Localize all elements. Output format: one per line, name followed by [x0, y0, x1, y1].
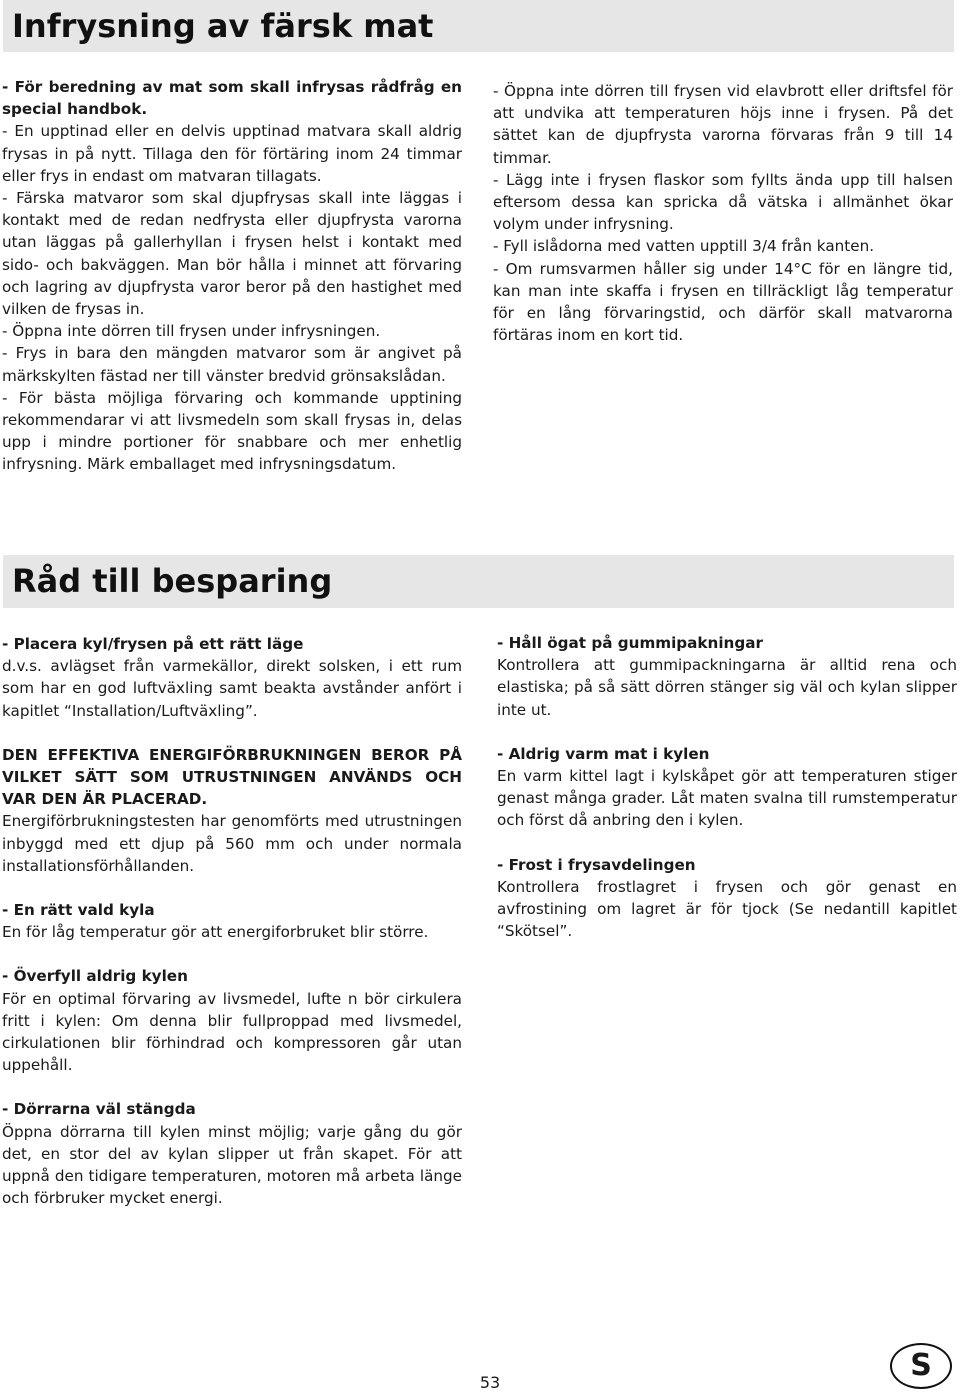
tip-heading: - Frost i frysavdelingen	[497, 855, 696, 874]
tip-heading: DEN EFFEKTIVA ENERGIFÖRBRUKNINGEN BEROR PÅ VILKET SÄTT SOM UTRUSTNINGEN ANVÄNDS OCH VAR DEN ÄR PLACERAD.	[2, 745, 462, 809]
tip-heading: - Placera kyl/frysen på ett rätt läge	[2, 635, 304, 653]
tip-body: Energiförbrukningstesten har genomförts med utrustningen inbyggd med ett djup på 560 mm och under normala installationsförhållanden.	[2, 812, 462, 875]
saving-left-column	[2, 633, 462, 1209]
tip-heading: - Dörrarna väl stängda	[2, 1100, 196, 1119]
tip-heading: - Överfyll aldrig kylen	[2, 967, 188, 986]
paragraph: - Frys in bara den mängden matvaror som är angivet på märkskylten fästad ner till vänster bredvid grönsakslådan.	[2, 344, 462, 385]
freezing-right-column	[493, 80, 953, 346]
tip-body: En för låg temperatur gör att energiforbruket blir större.	[2, 923, 429, 942]
paragraph: - För bästa möjliga förvaring och kommande upptining rekommendarar vi att livsmedeln som skall frysas in, delas upp i mindre portioner för snabbare och mer enhetlig infrysning. Märk emballaget med infrysningsdatum.	[2, 388, 462, 474]
page-number: 53	[479, 1373, 501, 1392]
saving-right-column	[497, 632, 957, 942]
paragraph: - En upptinad eller en delvis upptinad matvara skall aldrig frysas in på nytt. Tillaga den för förtäring inom 24 timmar eller frys in endast om matvaran tillagats.	[2, 122, 462, 185]
tip-body: Öppna dörrarna till kylen minst möjlig; varje gång du gör det, en stor del av kylan slipper ut från skapet. För att uppnå den tidigare temperaturen, motoren må arbeta länge och förbruker mycket energi.	[2, 1122, 462, 1208]
paragraph: - För beredning av mat som skall infrysas rådfråg en special handbok.	[2, 78, 462, 119]
tip-heading: - Håll ögat på gummipakningar	[497, 634, 763, 652]
paragraph: - Om rumsvarmen håller sig under 14°C för en längre tid, kan man inte skaffa i frysen en tillräckligt låg temperatur för en lång förvaringstid, och därför skall matvarorna förtäras inom en kort tid.	[493, 259, 953, 345]
tip-body: En varm kittel lagt i kylskåpet gör att temperaturen stiger genast många grader. Låt maten svalna till rumstemperatur och först då anbring den i kylen.	[497, 767, 957, 830]
freezing-left-column	[2, 76, 462, 476]
section-title: Råd till besparing	[12, 562, 333, 600]
tip-body: För en optimal förvaring av livsmedel, lufte n bör cirkulera fritt i kylen: Om denna blir fullproppad med livsmedel, cirkulationen blir förhindrad och kompressoren går utan uppehåll.	[2, 989, 462, 1075]
section-title-bar	[3, 0, 954, 52]
paragraph: - Öppna inte dörren till frysen vid elavbrott eller driftsfel för att undvika att temperaturen höjs inne i frysen. På det sättet kan de djupfrysta varorna förvaras från 9 till 14 timmar.	[493, 82, 953, 167]
language-badge: S	[890, 1343, 952, 1389]
section-title-bar	[3, 555, 954, 608]
paragraph: - Lägg inte i frysen flaskor som fyllts ända upp till halsen eftersom dessa kan spricka då vätska i allmänhet ökar volym under infrysning.	[493, 170, 953, 234]
paragraph: - Fyll islådorna med vatten upptill 3/4 från kanten.	[493, 237, 875, 256]
paragraph: - Färska matvaror som skal djupfrysas skall inte läggas i kontakt med de redan nedfrysta eller djupfrysta varorna utan läggas på gallerhyllan i frysen helst i kontakt med sido- och bakväggen. Man bör hålla i minnet att förvaring och lagring av djupfrysta varor beror på den hastighet med vilken de frysas in.	[2, 189, 462, 319]
section-title: Infrysning av färsk mat	[12, 7, 434, 45]
tip-body: Kontrollera att gummipackningarna är alltid rena och elastiska; på så sätt dörren stänger sig väl och kylan slipper inte ut.	[497, 656, 957, 719]
paragraph: - Öppna inte dörren till frysen under infrysningen.	[2, 322, 381, 341]
tip-body: d.v.s. avlägset från varmekällor, direkt solsken, i ett rum som har en god luftväxling samt beakta avstånder anfört i kapitlet “Installation/Luftväxling”.	[2, 657, 462, 720]
tip-body: Kontrollera frostlagret i frysen och gör genast en avfrostining om lagret är för tjock (Se nedantill kapitlet “Skötsel”.	[497, 877, 957, 941]
tip-heading: - Aldrig varm mat i kylen	[497, 744, 710, 763]
tip-heading: - En rätt vald kyla	[2, 901, 155, 920]
